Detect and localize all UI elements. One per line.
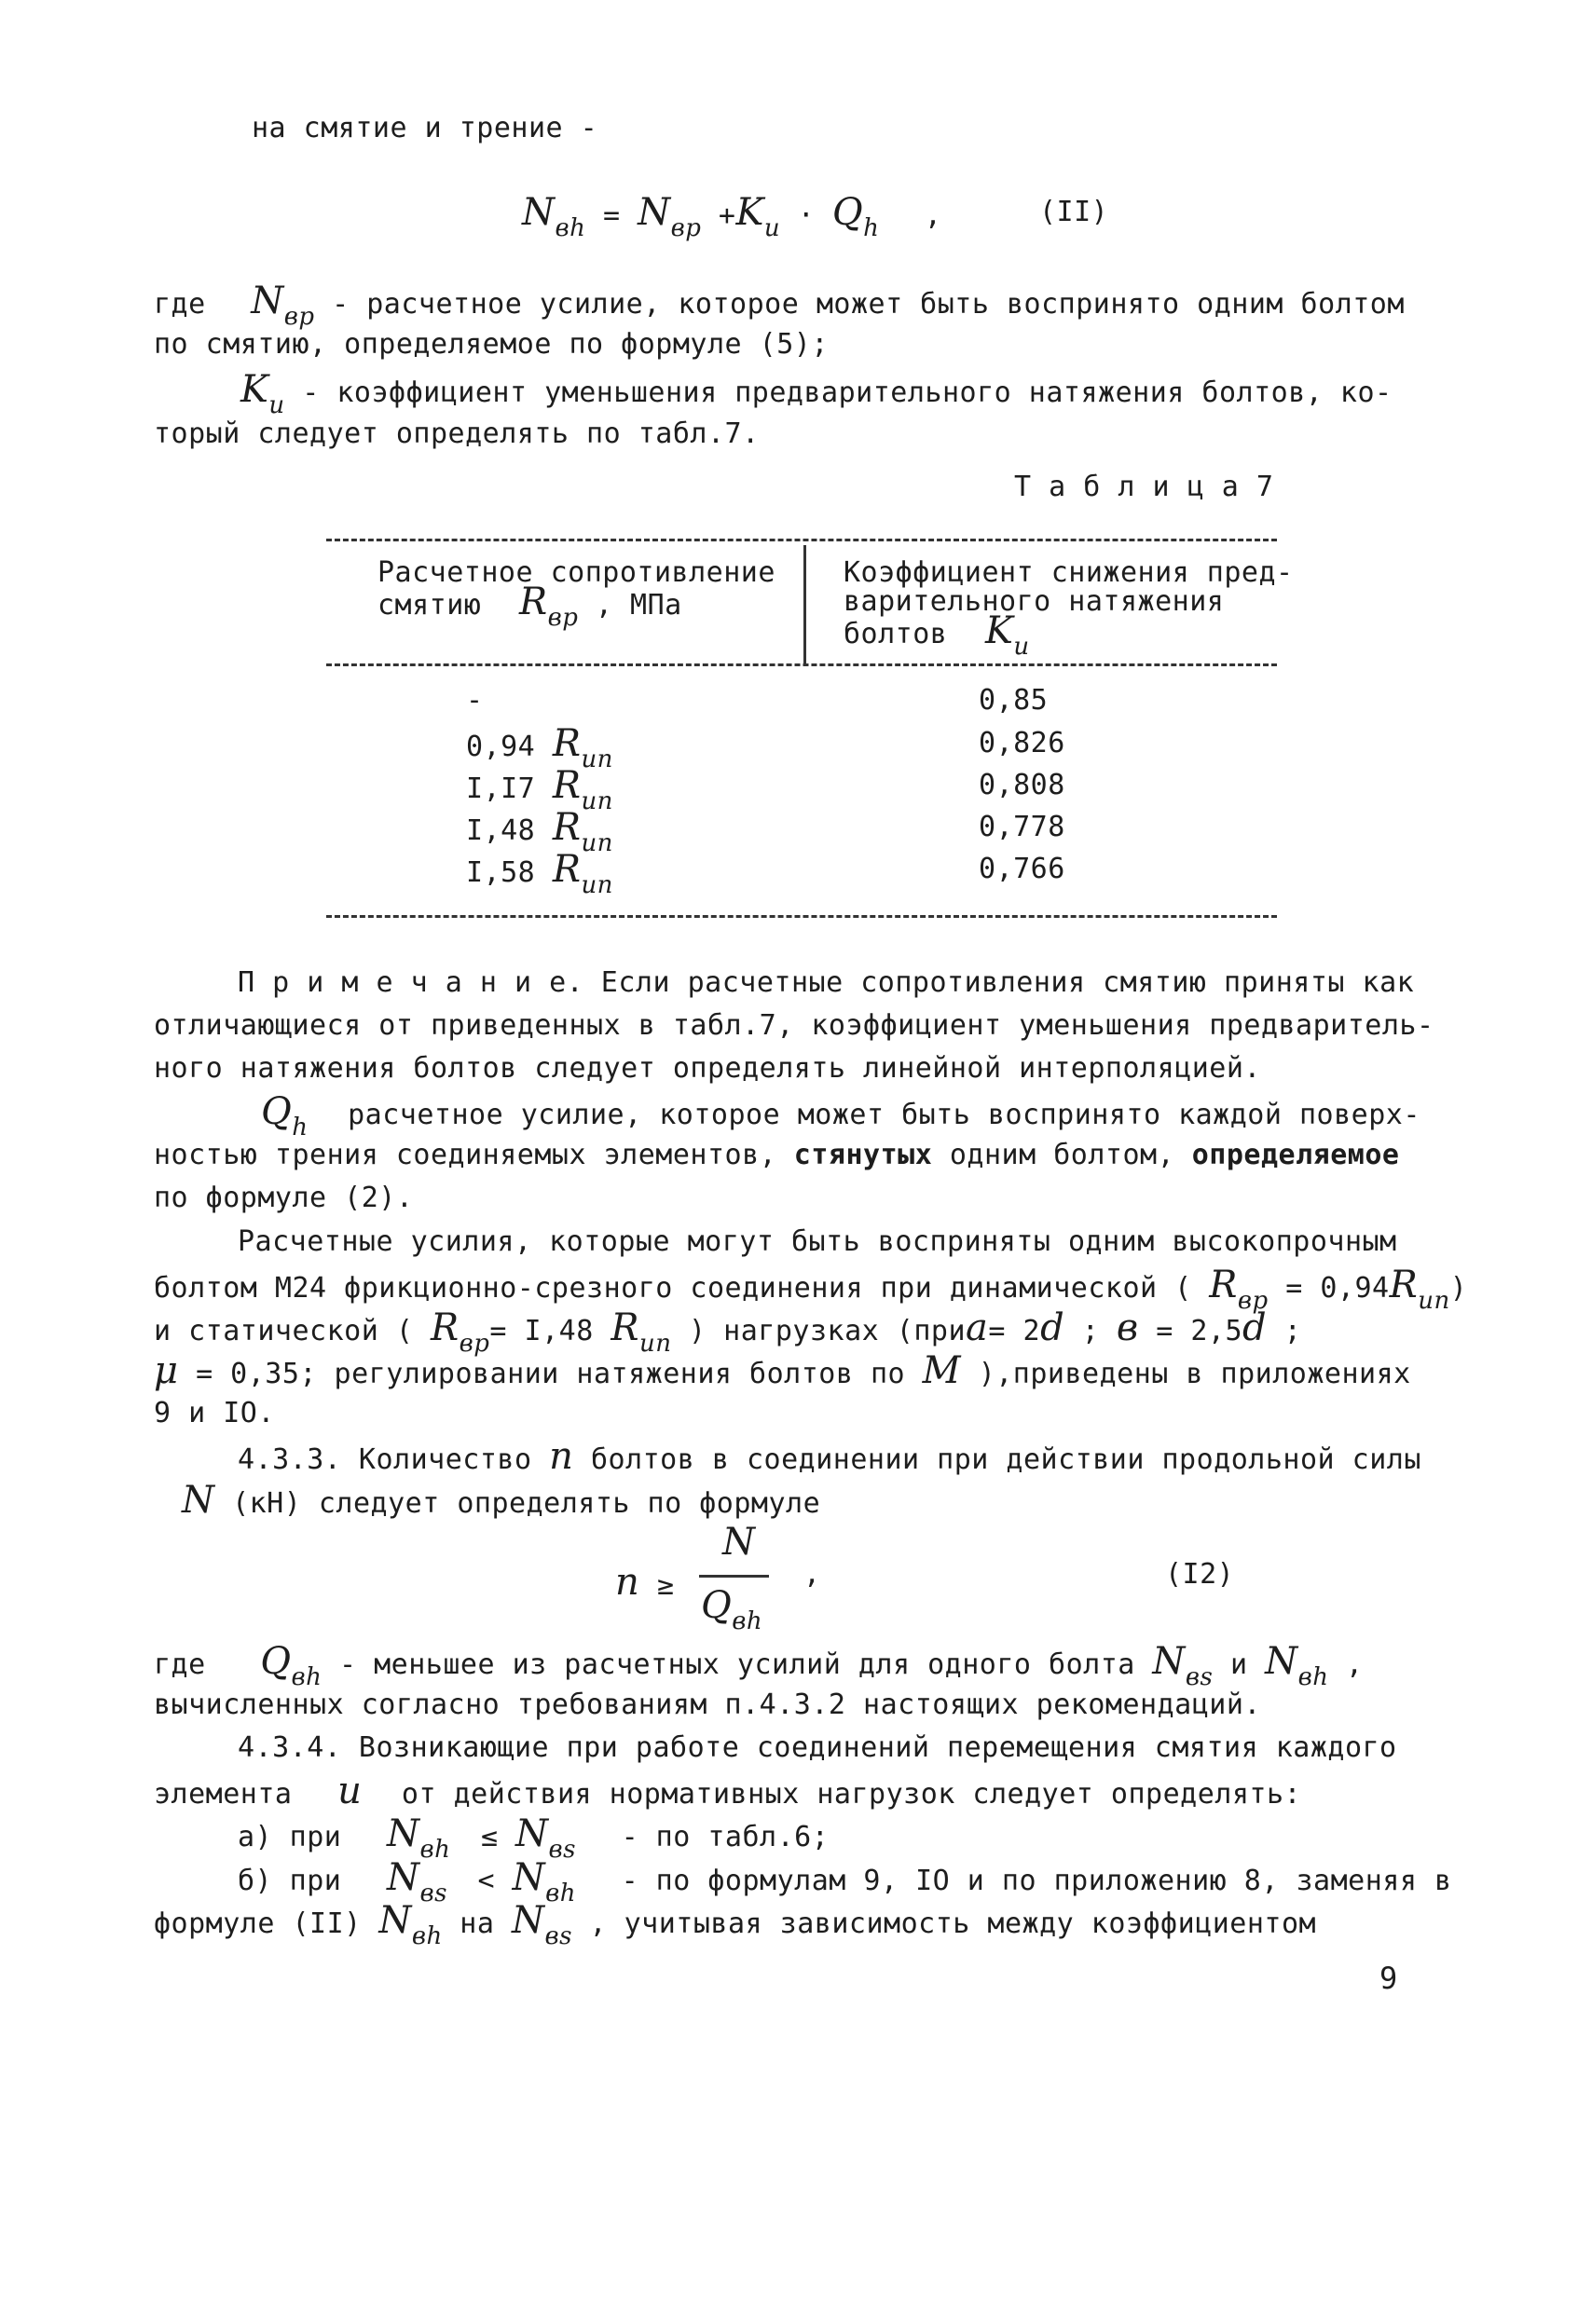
table-caption: Т а б л и ц а 7 xyxy=(1014,471,1274,503)
def3-sym: Q xyxy=(261,1090,293,1133)
last-c: , учитывая зависимость между коэффициентом xyxy=(589,1907,1317,1940)
item-a-label: а) при xyxy=(238,1821,342,1853)
table-row-1-sym: R xyxy=(552,722,582,765)
para1-l4a: = 0,35; регулировании натяжения болтов по xyxy=(196,1358,906,1390)
table-column-divider xyxy=(803,545,806,666)
table-head-left-sub: вр xyxy=(547,604,579,632)
f11-lhs-sub: вh xyxy=(555,214,586,242)
def3-line2 xyxy=(154,1139,1399,1172)
def3-l2d: определяемое xyxy=(1191,1139,1400,1171)
f12-rel: ≥ xyxy=(656,1569,675,1602)
def1-sym: N xyxy=(251,280,284,322)
para1-line3 xyxy=(154,1306,1302,1358)
def1-where: где xyxy=(154,288,206,321)
table-head-left-1: Расчетное сопротивление xyxy=(377,556,775,589)
last-s1-sub: вh xyxy=(411,1922,443,1950)
def4-where: где xyxy=(154,1648,206,1681)
table-row-3-coef: I,48 xyxy=(466,814,536,847)
table-row-1-sub: un xyxy=(581,745,613,773)
para1-line5: 9 и IO. xyxy=(154,1397,275,1429)
table-head-right-3a: болтов xyxy=(844,618,948,650)
note-line1 xyxy=(238,966,1414,1000)
note-l1: Если расчетные сопротивления смятию приняты как xyxy=(600,966,1415,999)
def4-sym-sub: вh xyxy=(291,1663,322,1691)
para2-l2a: (кН) следует определять по формуле xyxy=(232,1487,821,1520)
def2-line2: торый следует определять по табл.7. xyxy=(154,417,760,450)
def1-text1: - расчетное усилие, которое может быть воспринято одним болтом xyxy=(332,288,1405,321)
table-head-left-2b: , МПа xyxy=(595,589,682,622)
table-head-right-sym: K xyxy=(984,609,1014,652)
para2-l1b: болтов в соединении при действии продольной силы xyxy=(590,1443,1421,1476)
f12-numerator: N xyxy=(722,1521,756,1564)
page-number: 9 xyxy=(1379,1961,1398,1996)
def4-t1: - меньшее из расчетных усилий для одного болта xyxy=(339,1648,1135,1681)
para3-line2 xyxy=(154,1770,1302,1812)
para1-l4b: ),приведены в приложениях xyxy=(978,1358,1411,1390)
f12-num xyxy=(722,1521,756,1564)
para1-l3e: ; xyxy=(1081,1315,1100,1347)
table-row-2-sym: R xyxy=(552,764,582,807)
f11-t2: K xyxy=(735,191,764,234)
def4-t2: и xyxy=(1229,1648,1248,1681)
item-b-s1-sub: вs xyxy=(419,1880,447,1907)
last-b: на xyxy=(460,1907,495,1940)
para1-l3b: = I,48 xyxy=(489,1315,594,1347)
f12-denominator: Q xyxy=(701,1584,733,1627)
para1-l4sym2: M xyxy=(922,1349,962,1392)
f12-n: n xyxy=(615,1561,640,1604)
f12-comma: , xyxy=(803,1558,821,1591)
table-row-4-sym: R xyxy=(552,848,582,891)
item-a-s2-sub: вs xyxy=(548,1836,576,1864)
item-b-s2: N xyxy=(512,1856,546,1899)
para1-l3sub2: un xyxy=(638,1330,672,1358)
f12-fraction-bar xyxy=(699,1575,769,1578)
table-head-right-1: Коэффициент снижения пред- xyxy=(844,556,1294,589)
para3-line1: 4.3.4. Возникающие при работе соединений перемещения смятия каждого xyxy=(238,1731,1397,1764)
f12-den-sub: вh xyxy=(732,1607,763,1635)
def1-line2: по смятию, определяемое по формуле (5); xyxy=(154,328,829,361)
item-a-rel: ≤ xyxy=(480,1821,499,1853)
para1-l2a: болтом М24 фрикционно-срезного соединения при динамической ( xyxy=(154,1272,1192,1305)
f11-t1-sub: вр xyxy=(670,214,702,242)
table-row-2-sub: un xyxy=(581,787,613,815)
table-head-right-sub: u xyxy=(1013,633,1030,661)
table-row-1-right: 0,826 xyxy=(979,727,1065,759)
para1-l3f: = 2,5 xyxy=(1156,1315,1243,1347)
f12-number: (I2) xyxy=(1165,1558,1235,1591)
item-a-s1-sub: вh xyxy=(419,1836,451,1864)
def3-l2b: стянутых xyxy=(793,1139,933,1171)
table-head-right-2: варительного натяжения xyxy=(844,585,1225,618)
def1-line1 xyxy=(154,280,1405,331)
def4-s2-sub: вh xyxy=(1297,1663,1329,1691)
table-row-1-left xyxy=(466,722,613,773)
table-row-4-right: 0,766 xyxy=(979,853,1065,885)
item-b-s2-sub: вh xyxy=(545,1880,576,1907)
table-row-3-left xyxy=(466,806,613,857)
para1-l3sym: R xyxy=(431,1306,460,1349)
note-lead: П р и м е ч а н и е. xyxy=(238,966,584,999)
def3-l2a: ностью трения соединяемых элементов, xyxy=(154,1139,777,1171)
def4-sym: Q xyxy=(260,1640,292,1683)
table-head-left-sym: R xyxy=(518,581,548,623)
def4-t3: , xyxy=(1346,1648,1364,1681)
para1-l3sub: вр xyxy=(459,1330,490,1358)
para1-l2sym2: R xyxy=(1389,1264,1419,1306)
item-a-text: - по табл.6; xyxy=(621,1821,830,1853)
table-row-0-right: 0,85 xyxy=(979,684,1049,717)
last-s1: N xyxy=(378,1899,412,1942)
def3-line3: по формуле (2). xyxy=(154,1182,414,1214)
item-b-s1: N xyxy=(386,1856,420,1899)
note-line2: отличающиеся от приведенных в табл.7, коэффициент уменьшения предваритель- xyxy=(154,1009,1434,1042)
para1-l3c: ) нагрузках (при xyxy=(689,1315,967,1347)
last-line xyxy=(154,1899,1317,1950)
def4-s1: N xyxy=(1152,1640,1186,1683)
def3-line1 xyxy=(261,1090,1420,1141)
table-row-4-left xyxy=(466,848,613,899)
para1-l4sym: μ xyxy=(154,1349,179,1392)
table-head-left-2a: смятию xyxy=(377,589,482,622)
table-head-right-3 xyxy=(844,609,1030,661)
table-row-2-right: 0,808 xyxy=(979,769,1065,801)
f11-t3-sub: h xyxy=(863,214,880,242)
para1-l3a-sym: a xyxy=(966,1306,989,1349)
item-a-s2: N xyxy=(515,1812,549,1855)
def2-line1 xyxy=(240,368,1393,419)
def2-text1: - коэффициент уменьшения предварительного натяжения болтов, ко- xyxy=(302,376,1393,409)
last-a: формуле (II) xyxy=(154,1907,362,1940)
last-s2-sub: вs xyxy=(544,1922,572,1950)
f11-t1: N xyxy=(638,191,671,234)
table-row-2-left xyxy=(466,764,613,815)
para1-l3f-sym: d xyxy=(1242,1306,1268,1349)
para1-l3d: = 2 xyxy=(988,1315,1041,1347)
last-s2: N xyxy=(511,1899,545,1942)
f11-lhs: N xyxy=(522,191,556,234)
def4-s2: N xyxy=(1265,1640,1298,1683)
def3-sym-sub: h xyxy=(292,1114,309,1141)
table-row-4-coef: I,58 xyxy=(466,856,536,889)
item-b xyxy=(238,1856,1452,1907)
para2-line1 xyxy=(238,1435,1421,1478)
para1-l3d-sym: d xyxy=(1040,1306,1065,1349)
para1-l2sub2: un xyxy=(1418,1287,1450,1315)
para1-l3g: ; xyxy=(1283,1315,1302,1347)
para1-l3b-sym: в xyxy=(1116,1306,1139,1349)
para3-l2sym: u xyxy=(337,1770,363,1812)
table-row-3-sub: un xyxy=(581,829,613,857)
para1-line4 xyxy=(154,1349,1411,1392)
def4-line2: вычисленных согласно требованиям п.4.3.2 настоящих рекомендаций. xyxy=(154,1688,1261,1721)
table-head-left-2 xyxy=(377,581,682,632)
f11-eq: = xyxy=(602,199,621,232)
para2-l2sym: N xyxy=(182,1479,215,1522)
def4-s1-sub: вs xyxy=(1185,1663,1214,1691)
intro-text: на смятие и трение - xyxy=(252,112,598,144)
para1-l2c: ) xyxy=(1449,1272,1468,1305)
f11-plus: + xyxy=(718,199,736,232)
table-row-3-sym: R xyxy=(552,806,582,849)
table-header-rule xyxy=(326,663,1277,666)
para3-l2b: от действия нормативных нагрузок следует определять: xyxy=(401,1778,1302,1811)
para1-l2sub: вр xyxy=(1237,1287,1269,1315)
f11-comma: , xyxy=(924,199,942,232)
table-bottom-rule xyxy=(326,915,1277,918)
def2-sym: K xyxy=(240,368,269,411)
def3-l2c: одним болтом, xyxy=(949,1139,1175,1171)
f12-lhs xyxy=(615,1561,675,1604)
formula-11-number: (II) xyxy=(1039,196,1109,228)
para1-l3a: и статической ( xyxy=(154,1315,414,1347)
table-row-2-coef: I,I7 xyxy=(466,772,536,805)
item-b-rel: < xyxy=(477,1865,496,1897)
table-row-3-right: 0,778 xyxy=(979,811,1065,843)
table-row-0-left: - xyxy=(466,684,484,717)
para1-line1: Расчетные усилия, которые могут быть восприняты одним высокопрочным xyxy=(238,1225,1397,1258)
para1-l3sym2: R xyxy=(611,1306,639,1349)
para2-l1a: 4.3.3. Количество xyxy=(238,1443,532,1476)
item-a-s1: N xyxy=(386,1812,420,1855)
def1-sym-sub: вр xyxy=(283,303,315,331)
table-row-4-sub: un xyxy=(581,871,613,899)
f11-t2-sub: u xyxy=(763,214,781,242)
table-row-1-coef: 0,94 xyxy=(466,731,536,763)
para1-l2b: = 0,94 xyxy=(1285,1272,1390,1305)
item-b-text: - по формулам 9, IO и по приложению 8, заменяя в xyxy=(621,1865,1452,1897)
note-line3: ного натяжения болтов следует определять линейной интерполяцией. xyxy=(154,1052,1261,1085)
f12-den xyxy=(701,1584,763,1635)
para1-line2 xyxy=(154,1264,1468,1315)
para2-line2 xyxy=(182,1479,821,1522)
f11-t3: Q xyxy=(831,191,864,234)
def2-sym-sub: u xyxy=(268,391,285,419)
para1-l2sym: R xyxy=(1209,1264,1238,1306)
def3-l1: расчетное усилие, которое может быть воспринято каждой поверх- xyxy=(348,1099,1420,1131)
def4-line1 xyxy=(154,1640,1364,1691)
para2-l1sym: n xyxy=(549,1435,574,1478)
f11-dot: · xyxy=(797,199,816,232)
item-b-label: б) при xyxy=(238,1865,342,1897)
formula-11 xyxy=(522,191,942,242)
item-a xyxy=(238,1812,830,1864)
table-top-rule xyxy=(326,539,1277,541)
para3-l2a: элемента xyxy=(154,1778,293,1811)
